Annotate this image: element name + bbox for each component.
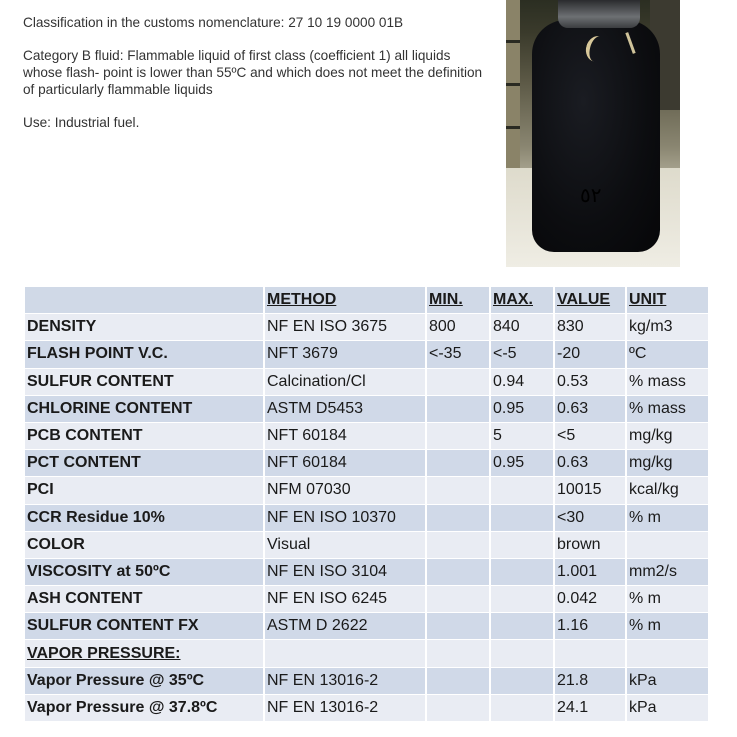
cell-property: SULFUR CONTENT FX <box>25 613 263 639</box>
cell-method: Visual <box>265 532 425 558</box>
table-row <box>25 640 708 666</box>
cell-value: -20 <box>555 341 625 367</box>
cell-value: 1.16 <box>555 613 625 639</box>
cell-min: <-35 <box>427 341 489 367</box>
cell-min: 800 <box>427 314 489 340</box>
table-row <box>25 423 708 449</box>
cell-value: brown <box>555 532 625 558</box>
cell-unit <box>627 640 708 666</box>
cell-value: 10015 <box>555 477 625 503</box>
cell-method: NF EN ISO 6245 <box>265 586 425 612</box>
cell-max <box>491 640 553 666</box>
cell-property: CCR Residue 10% <box>25 505 263 531</box>
intro-text <box>23 14 493 147</box>
table-row <box>25 477 708 503</box>
cell-unit: % mass <box>627 369 708 395</box>
cell-value: 0.042 <box>555 586 625 612</box>
classification-text: Classification in the customs nomenclature: 27 10 19 0000 01B <box>23 15 404 30</box>
fuel-bottle-photo <box>506 0 680 267</box>
header-min: MIN. <box>427 287 489 313</box>
cell-method: NF EN ISO 3675 <box>265 314 425 340</box>
use-text: Use: Industrial fuel. <box>23 115 140 130</box>
cell-property: VAPOR PRESSURE: <box>25 640 263 666</box>
header-property <box>25 287 263 313</box>
cell-method: NFT 60184 <box>265 423 425 449</box>
cell-property: FLASH POINT V.C. <box>25 341 263 367</box>
table-row <box>25 369 708 395</box>
cell-method <box>265 640 425 666</box>
cell-unit: kg/m3 <box>627 314 708 340</box>
cell-max <box>491 505 553 531</box>
cell-min <box>427 423 489 449</box>
cell-property: SULFUR CONTENT <box>25 369 263 395</box>
cell-min <box>427 613 489 639</box>
table-row <box>25 559 708 585</box>
cell-unit: kcal/kg <box>627 477 708 503</box>
table-row <box>25 450 708 476</box>
cell-unit <box>627 532 708 558</box>
header-unit: UNIT <box>627 287 708 313</box>
table-row <box>25 613 708 639</box>
cell-method: ASTM D 2622 <box>265 613 425 639</box>
cell-max <box>491 668 553 694</box>
table-row <box>25 695 708 721</box>
cell-method: Calcination/Cl <box>265 369 425 395</box>
table-row <box>25 505 708 531</box>
cell-method: NFT 3679 <box>265 341 425 367</box>
cell-min <box>427 668 489 694</box>
cell-min <box>427 586 489 612</box>
table-row <box>25 586 708 612</box>
table-header-row <box>25 287 708 313</box>
cell-max: 0.95 <box>491 450 553 476</box>
cell-value: <30 <box>555 505 625 531</box>
specification-table <box>23 286 710 722</box>
cell-property: DENSITY <box>25 314 263 340</box>
cell-min <box>427 396 489 422</box>
cell-value <box>555 640 625 666</box>
cell-method: NF EN ISO 3104 <box>265 559 425 585</box>
cell-unit: mm2/s <box>627 559 708 585</box>
cell-unit: kPa <box>627 668 708 694</box>
cell-value: 1.001 <box>555 559 625 585</box>
header-max: MAX. <box>491 287 553 313</box>
cell-method: NF EN 13016-2 <box>265 695 425 721</box>
bottle-neck <box>558 0 640 28</box>
cell-method: NF EN ISO 10370 <box>265 505 425 531</box>
cell-unit: % mass <box>627 396 708 422</box>
category-text: Category B fluid: Flammable liquid of first class (coefficient 1) all liquids whose flash- point is lower than 55ºC and which does not meet the definition of particularly flammable liquids <box>23 48 483 97</box>
cell-value: 0.63 <box>555 450 625 476</box>
cell-max <box>491 559 553 585</box>
cell-value: 0.53 <box>555 369 625 395</box>
cell-property: VISCOSITY at 50ºC <box>25 559 263 585</box>
cell-max <box>491 477 553 503</box>
table-row <box>25 668 708 694</box>
cell-unit: mg/kg <box>627 423 708 449</box>
bottle-label: ٥٢ <box>580 183 602 207</box>
cell-method: NF EN 13016-2 <box>265 668 425 694</box>
cell-value: 0.63 <box>555 396 625 422</box>
cell-max: 0.95 <box>491 396 553 422</box>
cell-unit: ºC <box>627 341 708 367</box>
header-method: METHOD <box>265 287 425 313</box>
cell-unit: % m <box>627 586 708 612</box>
cell-property: PCI <box>25 477 263 503</box>
header-value: VALUE <box>555 287 625 313</box>
cell-min <box>427 369 489 395</box>
cell-property: Vapor Pressure @ 35ºC <box>25 668 263 694</box>
cell-property: COLOR <box>25 532 263 558</box>
table-row <box>25 396 708 422</box>
cell-value: 830 <box>555 314 625 340</box>
cell-unit: mg/kg <box>627 450 708 476</box>
cell-property: CHLORINE CONTENT <box>25 396 263 422</box>
photo-background-wall <box>506 0 520 170</box>
table-row <box>25 532 708 558</box>
cell-value: <5 <box>555 423 625 449</box>
cell-max <box>491 695 553 721</box>
cell-max <box>491 532 553 558</box>
cell-max <box>491 586 553 612</box>
cell-min <box>427 695 489 721</box>
cell-property: PCB CONTENT <box>25 423 263 449</box>
cell-value: 24.1 <box>555 695 625 721</box>
cell-method: NFM 07030 <box>265 477 425 503</box>
cell-value: 21.8 <box>555 668 625 694</box>
cell-method: NFT 60184 <box>265 450 425 476</box>
cell-property: Vapor Pressure @ 37.8ºC <box>25 695 263 721</box>
cell-unit: % m <box>627 613 708 639</box>
cell-min <box>427 559 489 585</box>
cell-min <box>427 640 489 666</box>
cell-unit: % m <box>627 505 708 531</box>
cell-max: 840 <box>491 314 553 340</box>
cell-max: 5 <box>491 423 553 449</box>
cell-min <box>427 450 489 476</box>
table-row <box>25 314 708 340</box>
cell-max <box>491 613 553 639</box>
cell-unit: kPa <box>627 695 708 721</box>
cell-max: 0.94 <box>491 369 553 395</box>
cell-min <box>427 532 489 558</box>
cell-min <box>427 477 489 503</box>
cell-method: ASTM D5453 <box>265 396 425 422</box>
cell-max: <-5 <box>491 341 553 367</box>
cell-min <box>427 505 489 531</box>
cell-property: PCT CONTENT <box>25 450 263 476</box>
cell-property: ASH CONTENT <box>25 586 263 612</box>
table-row <box>25 341 708 367</box>
